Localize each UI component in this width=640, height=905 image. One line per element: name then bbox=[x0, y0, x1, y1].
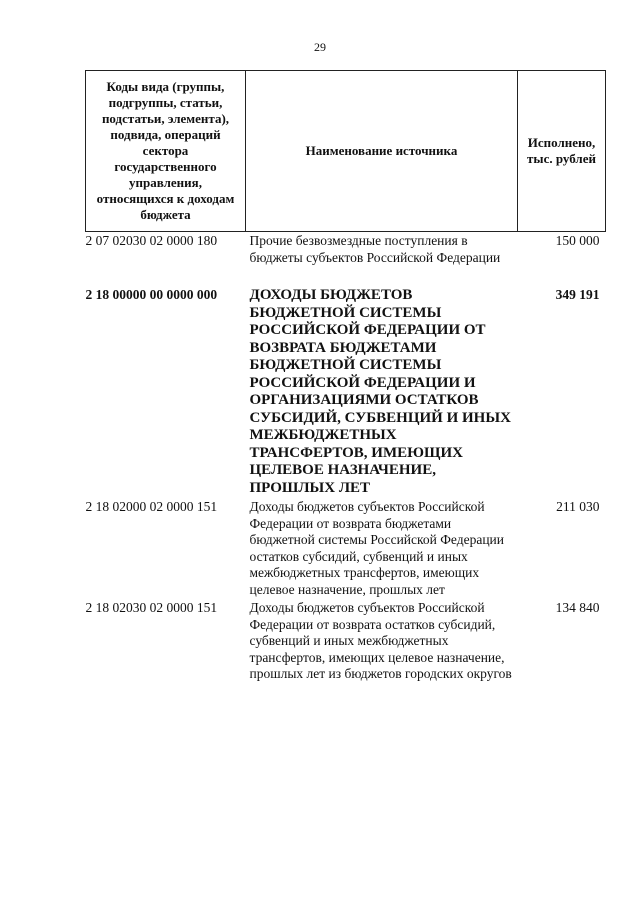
table-header-row bbox=[86, 71, 606, 232]
row-amount: 349 191 bbox=[555, 287, 600, 302]
budget-revenue-table bbox=[85, 70, 606, 684]
page-number: 29 bbox=[314, 40, 326, 54]
table-row bbox=[86, 232, 606, 268]
row-name: Доходы бюджетов субъектов Российской Федерации от возврата остатков субсидий, субвенций и иных межбюджетных трансфертов, имеющих целевое назначение, прошлых лет из бюджетов городских округов bbox=[249, 600, 512, 681]
row-amount: 150 000 bbox=[555, 233, 600, 248]
header-name: Наименование источника bbox=[246, 71, 518, 232]
row-name: Прочие безвозмездные поступления в бюджеты субъектов Российской Федерации bbox=[249, 233, 501, 265]
row-name: Доходы бюджетов субъектов Российской Федерации от возврата бюджетами бюджетной системы Российской Федерации остатков субсидий, субвенций и иных межбюджетных трансфертов, имеющих целевое назначение, прошлых лет bbox=[249, 499, 505, 597]
row-name: ДОХОДЫ БЮДЖЕТОВ БЮДЖЕТНОЙ СИСТЕМЫ РОССИЙСКОЙ ФЕДЕРАЦИИ ОТ ВОЗВРАТА БЮДЖЕТАМИ БЮДЖЕТНОЙ СИСТЕМЫ РОССИЙСКОЙ ФЕДЕРАЦИИ И ОРГАНИЗАЦИЯМИ ОСТАТКОВ СУБСИДИЙ, СУБВЕНЦИЙ И ИНЫХ МЕЖБЮДЖЕТНЫХ ТРАНСФЕРТОВ, ИМЕЮЩИХ ЦЕЛЕВОЕ НАЗНАЧЕНИЕ, ПРОШЛЫХ ЛЕТ bbox=[249, 287, 511, 496]
row-amount: 211 030 bbox=[556, 499, 600, 514]
row-code: 2 18 00000 00 0000 000 bbox=[85, 287, 218, 302]
table-row bbox=[86, 267, 606, 498]
table-row bbox=[86, 599, 606, 684]
header-code: Коды вида (группы, подгруппы, статьи, подстатьи, элемента), подвида, операций сектора государственного управления, относящихся к доходам бюджета bbox=[86, 71, 246, 232]
row-code: 2 07 02030 02 0000 180 bbox=[85, 233, 218, 248]
row-code: 2 18 02030 02 0000 151 bbox=[85, 600, 218, 615]
row-code: 2 18 02000 02 0000 151 bbox=[85, 499, 218, 514]
row-amount: 134 840 bbox=[555, 600, 600, 615]
table-row bbox=[86, 498, 606, 599]
header-amount: Исполнено, тыс. рублей bbox=[518, 71, 606, 232]
